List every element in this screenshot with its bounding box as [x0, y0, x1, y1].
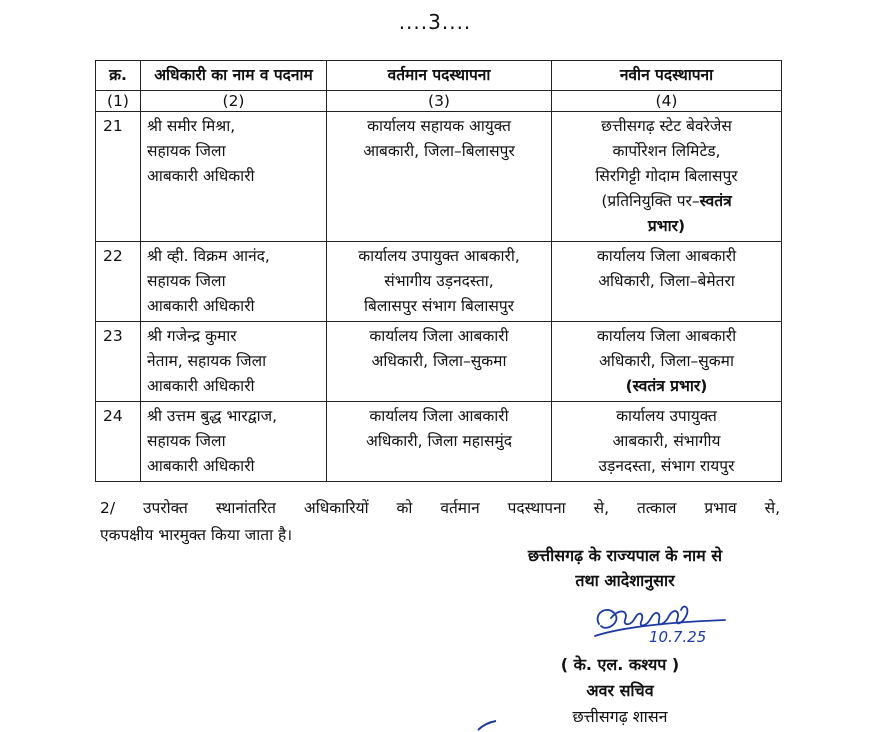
- text-line: श्री उत्तम बुद्ध भारद्वाज,: [147, 407, 278, 425]
- text-line: सहायक जिला: [147, 432, 226, 450]
- text-line: प्रभार): [647, 217, 686, 235]
- signatory-department: छत्तीसगढ़ शासन: [572, 707, 668, 726]
- current-posting-cell: [327, 242, 552, 322]
- text-line: आबकारी अधिकारी: [147, 457, 255, 475]
- column-number: (2): [141, 91, 327, 112]
- bold-text-span: स्वतंत्र: [699, 192, 732, 210]
- table-row: [96, 322, 782, 402]
- paragraph-line: एकपक्षीय भारमुक्त किया जाता है।: [100, 526, 293, 544]
- serial-number: 21: [96, 112, 141, 242]
- text-line: अधिकारी, जिला–सुकमा: [371, 352, 507, 370]
- text-line: उड़नदस्ता, संभाग रायपुर: [598, 457, 735, 475]
- column-number: (1): [96, 91, 141, 112]
- header-new-posting: नवीन पदस्थापना: [552, 61, 782, 91]
- text-line: आबकारी, जिला–बिलासपुर: [363, 142, 515, 160]
- serial-number: 24: [96, 402, 141, 482]
- serial-number: 22: [96, 242, 141, 322]
- text-span: (प्रतिनियुक्ति पर–: [601, 192, 700, 210]
- new-posting-cell: [552, 402, 782, 482]
- text-line: संभागीय उड़नदस्ता,: [384, 272, 494, 290]
- officer-name-cell: [141, 112, 327, 242]
- text-line: सहायक जिला: [147, 272, 226, 290]
- officer-name-cell: [141, 242, 327, 322]
- handwritten-signature: [585, 596, 735, 658]
- text-line: आबकारी अधिकारी: [147, 297, 255, 315]
- text-line: श्री गजेन्द्र कुमार: [147, 327, 237, 345]
- text-line: श्री व्ही. विक्रम आनंद,: [147, 247, 270, 265]
- text-line: कार्यालय जिला आबकारी: [369, 407, 509, 425]
- text-line: अधिकारी, जिला महासमुंद: [366, 432, 512, 450]
- table-row: [96, 112, 782, 242]
- header-officer-name: अधिकारी का नाम व पदनाम: [141, 61, 327, 91]
- signatory-name: ( के. एल. कश्यप ): [560, 655, 680, 674]
- text-line: कार्यालय जिला आबकारी: [369, 327, 509, 345]
- page-number: ....3....: [398, 10, 472, 34]
- table-row: [96, 402, 782, 482]
- header-current-posting: वर्तमान पदस्थापना: [327, 61, 552, 91]
- officer-name-cell: [141, 402, 327, 482]
- text-line: कार्यालय जिला आबकारी: [596, 327, 737, 345]
- text-line: सहायक जिला: [147, 142, 226, 160]
- order-authority: [430, 543, 820, 593]
- text-line: कार्यालय सहायक आयुक्त: [367, 117, 511, 135]
- signatory-designation: अवर सचिव: [586, 681, 654, 700]
- current-posting-cell: [327, 402, 552, 482]
- officer-name-cell: [141, 322, 327, 402]
- column-number: (3): [327, 91, 552, 112]
- text-line: (स्वतंत्र प्रभार): [625, 377, 708, 395]
- text-line: कार्यालय उपायुक्त आबकारी,: [358, 247, 520, 265]
- current-posting-cell: [327, 112, 552, 242]
- text-line: नेताम, सहायक जिला: [147, 352, 267, 370]
- serial-number: 23: [96, 322, 141, 402]
- text-line: छत्तीसगढ़ स्टेट बेवरेजेस: [601, 117, 732, 135]
- paragraph-line: 2/ उपरोक्त स्थानांतरित अधिकारियों को वर्तमान पदस्थापना से, तत्काल प्रभाव से,: [100, 499, 780, 517]
- signature-date: 10.7.25: [649, 628, 707, 646]
- text-line: श्री समीर मिश्रा,: [147, 117, 236, 135]
- new-posting-cell: [552, 322, 782, 402]
- text-line: आबकारी अधिकारी: [147, 377, 255, 395]
- text-line: आबकारी, संभागीय: [612, 432, 721, 450]
- text-line: सिरगिट्टी गोदाम बिलासपुर: [595, 167, 738, 185]
- transfer-table: [95, 60, 782, 482]
- relief-order-paragraph: [100, 495, 780, 549]
- new-posting-cell: [552, 242, 782, 322]
- text-line: आबकारी अधिकारी: [147, 167, 255, 185]
- column-number: (4): [552, 91, 782, 112]
- text-line: बिलासपुर संभाग बिलासपुर: [364, 297, 514, 315]
- column-number-row: [96, 91, 782, 112]
- text-line: [558, 189, 775, 214]
- new-posting-cell: [552, 112, 782, 242]
- order-line: तथा आदेशानुसार: [575, 571, 675, 590]
- text-line: अधिकारी, जिला–बेमेतरा: [598, 272, 735, 290]
- text-line: कार्पोरेशन लिमिटेड,: [612, 142, 721, 160]
- order-line: छत्तीसगढ़ के राज्यपाल के नाम से: [527, 546, 723, 565]
- table-row: [96, 242, 782, 322]
- table-header-row: [96, 61, 782, 91]
- header-serial: क्र.: [96, 61, 141, 91]
- text-line: कार्यालय जिला आबकारी: [596, 247, 737, 265]
- text-line: अधिकारी, जिला–सुकमा: [599, 352, 734, 370]
- text-line: कार्यालय उपायुक्त: [616, 407, 717, 425]
- current-posting-cell: [327, 322, 552, 402]
